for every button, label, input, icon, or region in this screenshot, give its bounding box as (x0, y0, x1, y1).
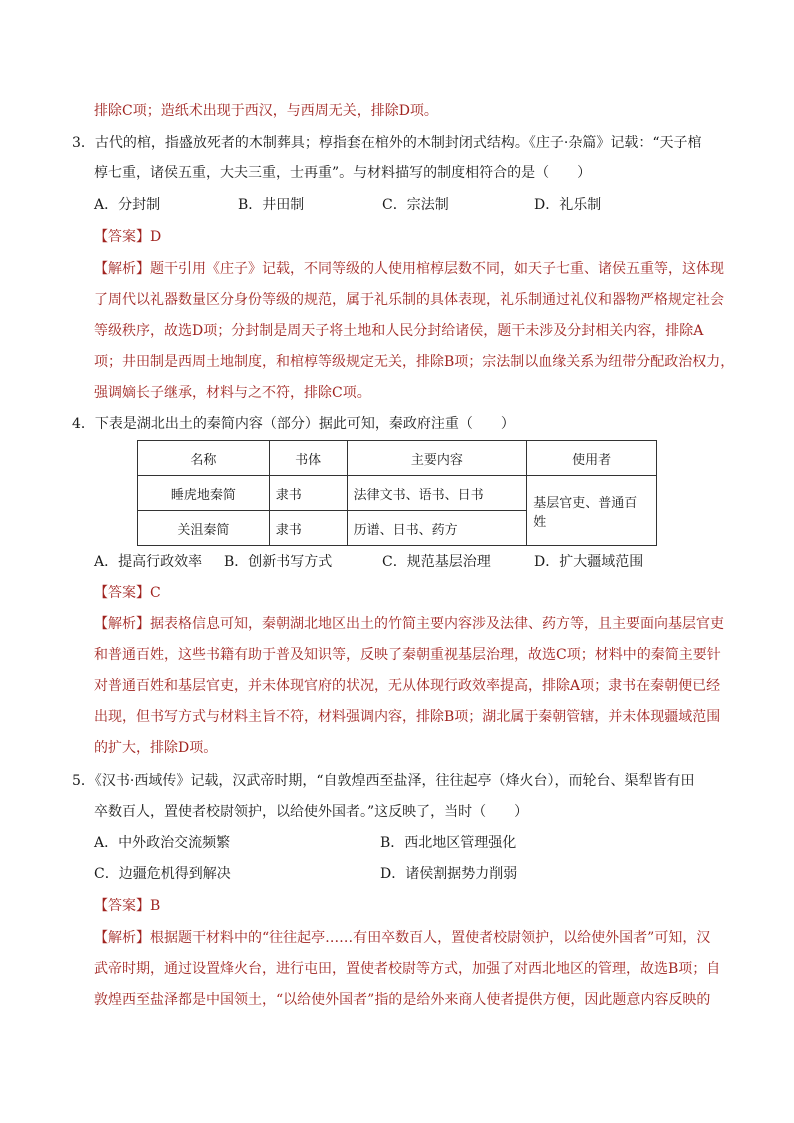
table-header-row (138, 441, 657, 476)
q3-option-d[interactable]: D．礼乐制 (534, 197, 602, 213)
previous-analysis-end: 排除C项；造纸术出现于西汉，与西周无关，排除D项。 (94, 103, 438, 119)
q4-analysis-line2: 和普通百姓，这些书籍有助于普及知识等，反映了秦朝重视基层治理，故选C项；材料中的秦简主要针 (94, 647, 721, 663)
table-header: 名称 (138, 441, 270, 476)
q4-analysis-line1: 【解析】据表格信息可知，秦朝湖北地区出土的竹简主要内容涉及法律、药方等，且主要面向基层官吏 (94, 616, 724, 632)
table-cell: 关沮秦简 (138, 511, 270, 546)
q4-answer: 【答案】C (94, 585, 161, 601)
q5-option-b[interactable]: B．西北地区管理强化 (380, 835, 517, 851)
q4-option-d[interactable]: D．扩大疆域范围 (534, 554, 644, 570)
q5-analysis-intro: 【解析】根据题干材料中的 (94, 930, 262, 946)
q5-analysis-l3a: 敦煌西至盐泽都是中国领土， (94, 992, 276, 1008)
q3-stem-line1: 3．古代的棺，指盛放死者的木制葬具；椁指套在棺外的木制封闭式结构。《庄子·杂篇》记载：“天子棺 (72, 135, 702, 151)
q3-analysis-line1: 【解析】题干引用《庄子》记载，不同等级的人使用棺椁层数不同，如天子七重、诸侯五重等，这体现 (94, 261, 724, 277)
q5-analysis-l3c: 指的是给外来商人使者提供方便，因此题意内容反映的 (374, 992, 711, 1008)
q5-option-a[interactable]: A．中外政治交流频繁 (94, 835, 231, 851)
q3-analysis-line4: 项；井田制是西周土地制度，和棺椁等级规定无关，排除B项；宗法制以血缘关系为纽带分配政治权力， (94, 354, 735, 370)
q5-option-c[interactable]: C．边疆危机得到解决 (94, 866, 231, 882)
table-cell: 睡虎地秦简 (138, 476, 270, 511)
q5-analysis-line2: 武帝时期，通过设置烽火台，进行屯田，置使者校尉等方式，加强了对西北地区的管理，故选B项；自 (94, 961, 721, 977)
table-header: 书体 (269, 441, 347, 476)
q5-option-d[interactable]: D．诸侯割据势力削弱 (380, 866, 518, 882)
q4-option-b[interactable]: B．创新书写方式 (224, 554, 333, 570)
q5-analysis-quote: “往往起亭……有田卒数百人，置使者校尉领护，以给使外国者” (262, 930, 655, 946)
q3-answer: 【答案】D (94, 229, 162, 245)
table-header: 使用者 (527, 441, 657, 476)
users-line2: 姓 (533, 514, 547, 530)
table-cell: 法律文书、语书、日书 (347, 476, 527, 511)
q3-analysis-line5: 强调嫡长子继承，材料与之不符，排除C项。 (94, 385, 371, 401)
q4-analysis-line5: 的扩大，排除D项。 (94, 740, 218, 756)
table-cell: 历谱、日书、药方 (347, 511, 527, 546)
table-cell: 隶书 (269, 476, 347, 511)
q3-option-a[interactable]: A．分封制 (94, 197, 161, 213)
table-cell: 隶书 (269, 511, 347, 546)
q4-option-a[interactable]: A．提高行政效率 (94, 554, 203, 570)
q5-analysis-line3 (94, 990, 710, 1010)
q3-analysis-line2: 了周代以礼器数量区分身份等级的规范，属于礼乐制的具体表现，礼乐制通过礼仪和器物严格规定社会 (94, 292, 724, 308)
q5-stem-line1: 5．《汉书·西域传》记载，汉武帝时期，“自敦煌西至盐泽，往往起亭（烽火台），而轮台、渠犁皆有田 (72, 773, 695, 789)
q3-option-c[interactable]: C．宗法制 (382, 197, 449, 213)
qin-bamboo-slips-table (137, 440, 657, 546)
q4-analysis-line4: 出现，但书写方式与材料主旨不符，材料强调内容，排除B项；湖北属于秦朝管辖，并未体现疆域范围 (94, 709, 721, 725)
q5-answer: 【答案】B (94, 898, 161, 914)
q4-option-c[interactable]: C．规范基层治理 (382, 554, 491, 570)
q5-analysis-l3-quote: “以给使外国者” (276, 992, 375, 1008)
q3-option-b[interactable]: B．井田制 (238, 197, 305, 213)
q4-stem: 4．下表是湖北出土的秦简内容（部分）据此可知，秦政府注重（ ） (72, 416, 515, 432)
q4-analysis-line3: 对普通百姓和基层官吏，并未体现官府的状况，无从体现行政效率提高，排除A项；隶书在秦朝便已经 (94, 678, 721, 694)
users-line1: 基层官吏、普通百 (533, 495, 638, 511)
q5-analysis-cont: 可知，汉 (654, 930, 711, 946)
q5-analysis-line1 (94, 928, 710, 948)
q3-analysis-line3: 等级秩序，故选D项；分封制是周天子将土地和人民分封给诸侯，题干未涉及分封相关内容，排除A (94, 323, 704, 339)
table-row (138, 476, 657, 511)
table-cell-users (527, 476, 657, 546)
q3-stem-line2: 椁七重，诸侯五重，大夫三重，士再重”。与材料描写的制度相符合的是（ ） (94, 165, 592, 181)
q5-stem-line2: 卒数百人，置使者校尉领护，以给使外国者。”这反映了，当时（ ） (94, 804, 529, 820)
table-header: 主要内容 (347, 441, 527, 476)
